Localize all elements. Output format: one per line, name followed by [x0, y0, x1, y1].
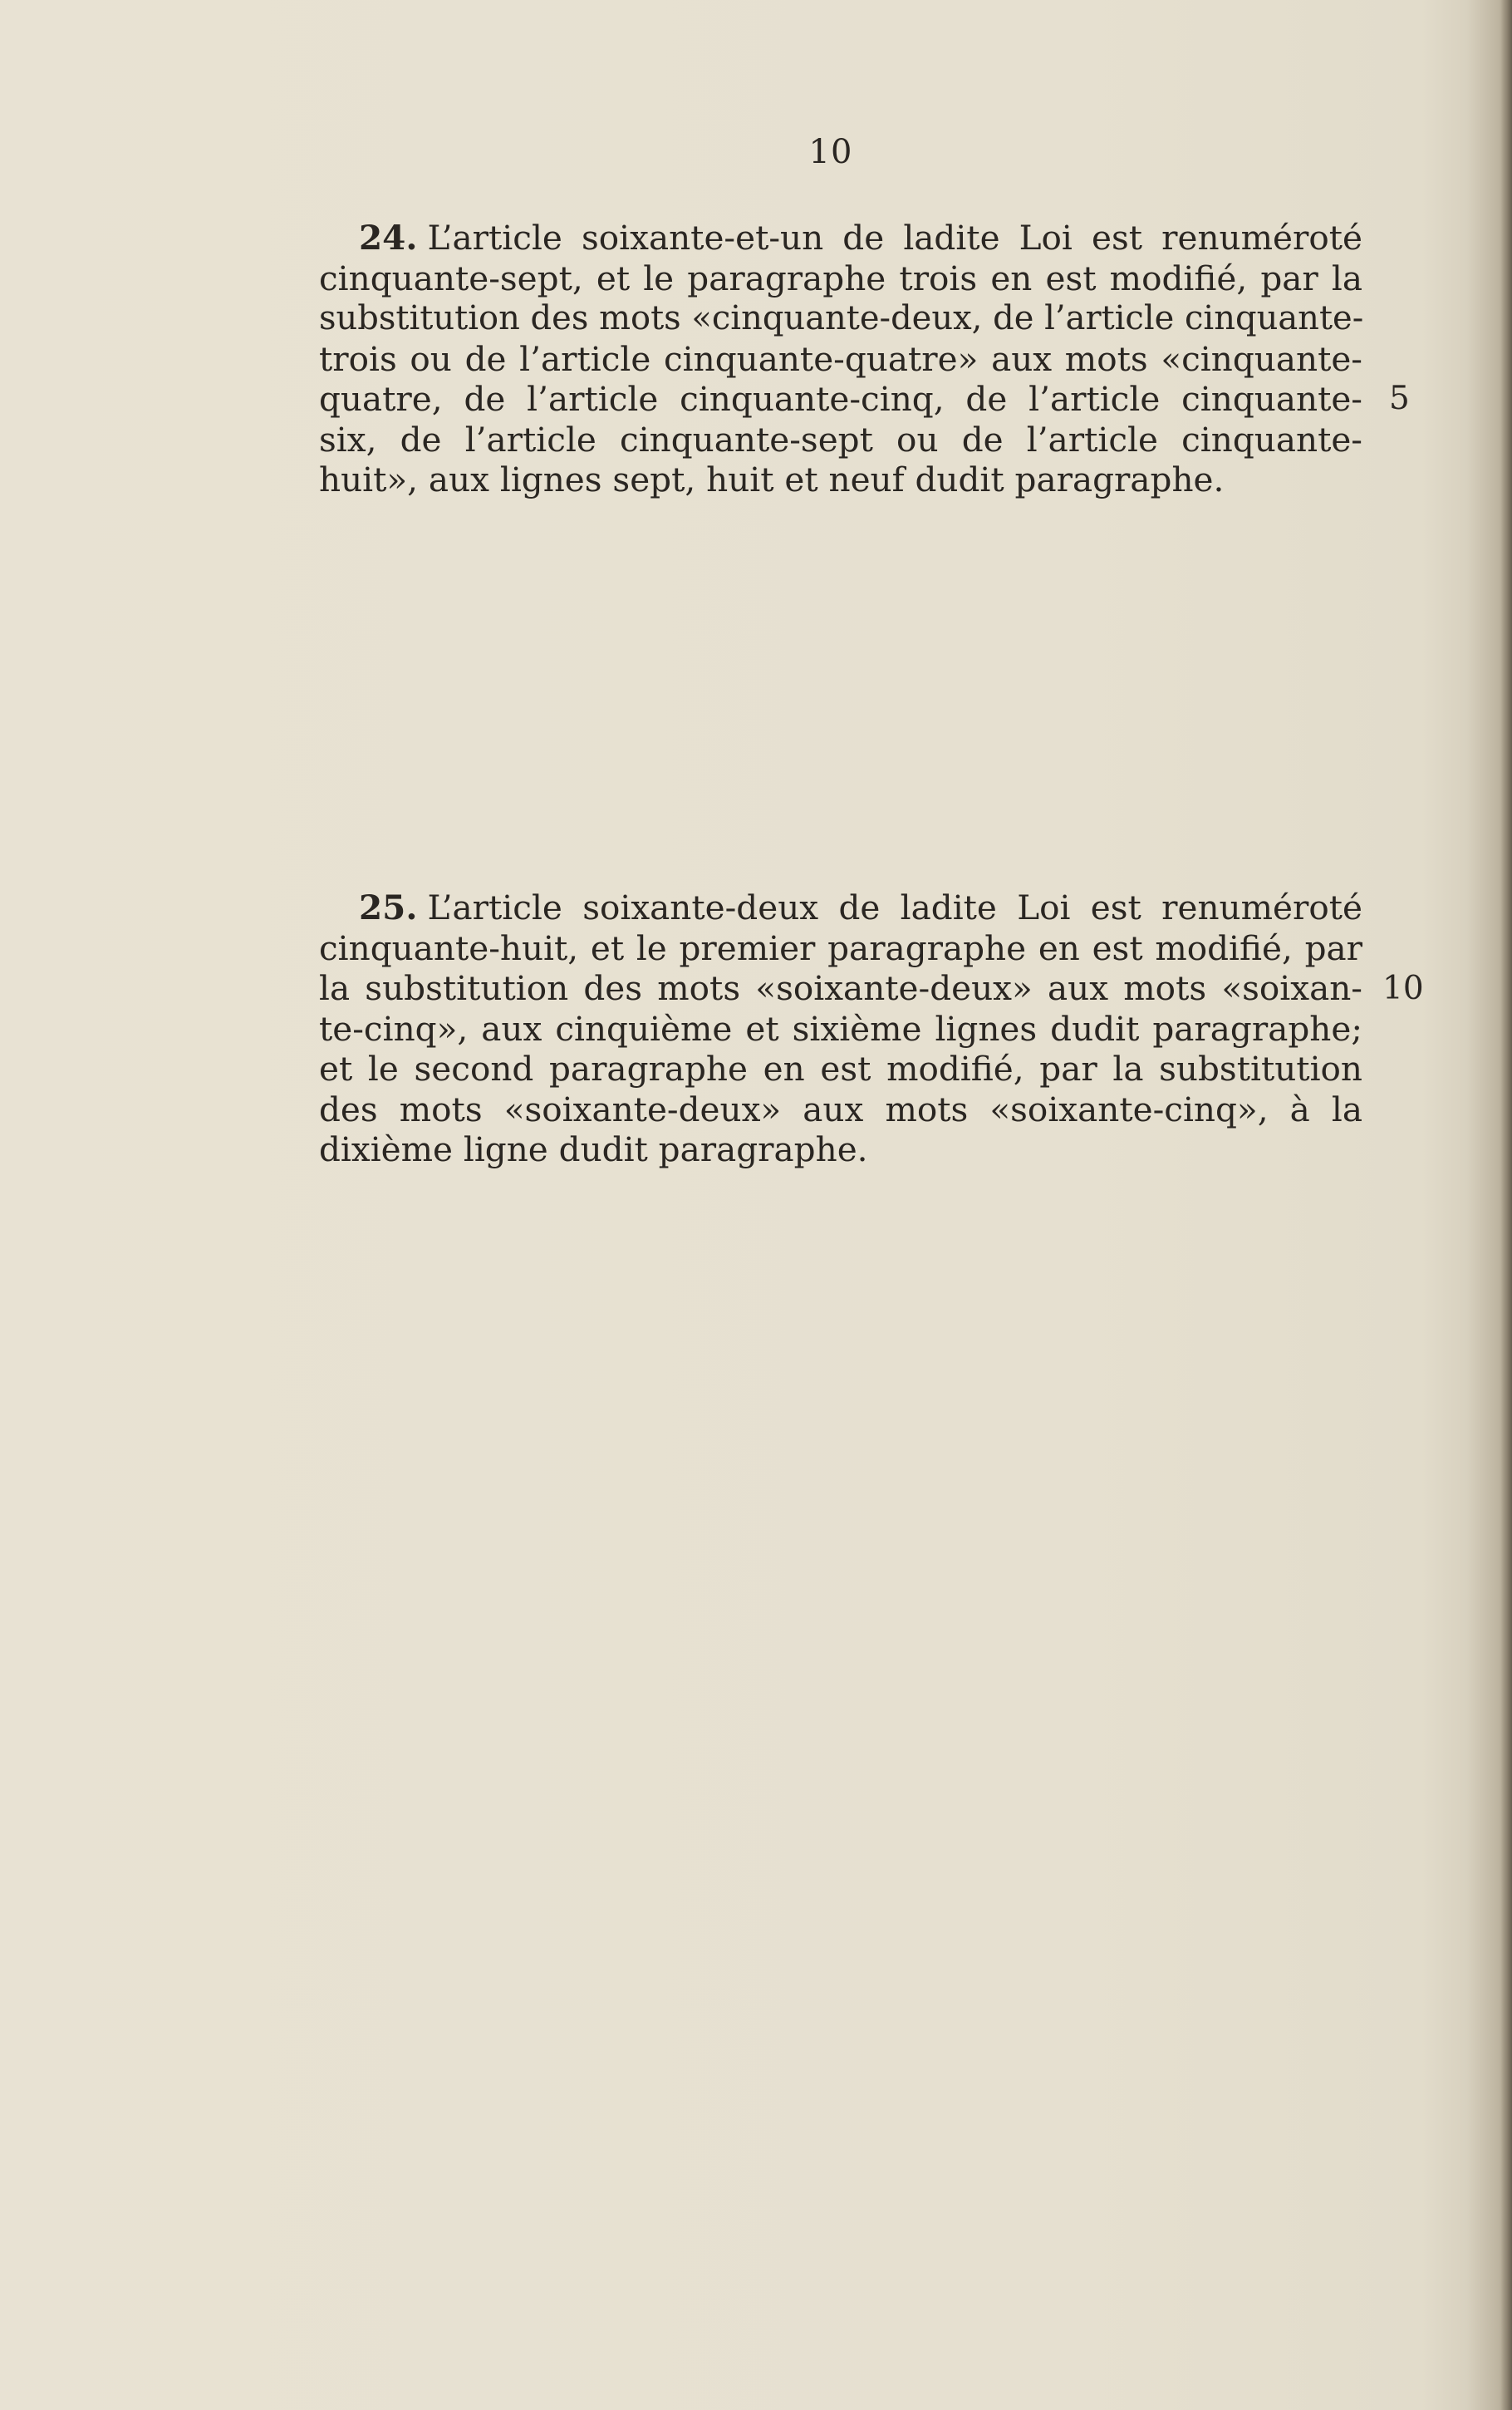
- article-25-line-2: cinquante-huit, et le premier paragraphe en est modifié, par: [319, 927, 1362, 968]
- article-24-number: 24.: [359, 218, 418, 258]
- article-24: [319, 218, 1362, 500]
- article-25-line-1: 25. L’article soixante-deux de ladite Loi est renuméroté: [359, 888, 1362, 927]
- article-24-line-6: six, de l’article cinquante-sept ou de l’article cinquante-: [319, 419, 1362, 460]
- page-number: 10: [808, 133, 853, 171]
- article-24-line-2: cinquante-sept, et le paragraphe trois en est modifié, par la: [319, 258, 1362, 298]
- article-24-line-1: 24. L’article soixante-et-un de ladite Loi est renuméroté: [359, 218, 1362, 258]
- article-25-line-3: la substitution des mots «soixante-deux» aux mots «soixan-: [319, 968, 1362, 1008]
- article-25-line-6: des mots «soixante-deux» aux mots «soixante-cinq», à la: [319, 1089, 1362, 1129]
- article-24-line-3: substitution des mots «cinquante-deux, de l’article cinquante-: [319, 299, 1364, 337]
- margin-line-number-5: 5: [1389, 380, 1410, 417]
- margin-line-number-10: 10: [1382, 970, 1424, 1007]
- article-24-line-5: quatre, de l’article cinquante-cinq, de l’article cinquante-: [319, 379, 1362, 419]
- article-24-line-7: huit», aux lignes sept, huit et neuf dudit paragraphe.: [319, 460, 1225, 499]
- article-25-line-7: dixième ligne dudit paragraphe.: [319, 1129, 868, 1169]
- article-25-number: 25.: [359, 888, 418, 927]
- article-24-line-4: trois ou de l’article cinquante-quatre» aux mots «cinquante-: [319, 338, 1362, 379]
- page-edge-shadow: [1500, 0, 1512, 2410]
- article-25-line-5: et le second paragraphe en est modifié, par la substitution: [319, 1049, 1362, 1089]
- article-25: [319, 888, 1362, 1170]
- article-25-line-4: te-cinq», aux cinquième et sixième lignes dudit paragraphe;: [319, 1008, 1362, 1049]
